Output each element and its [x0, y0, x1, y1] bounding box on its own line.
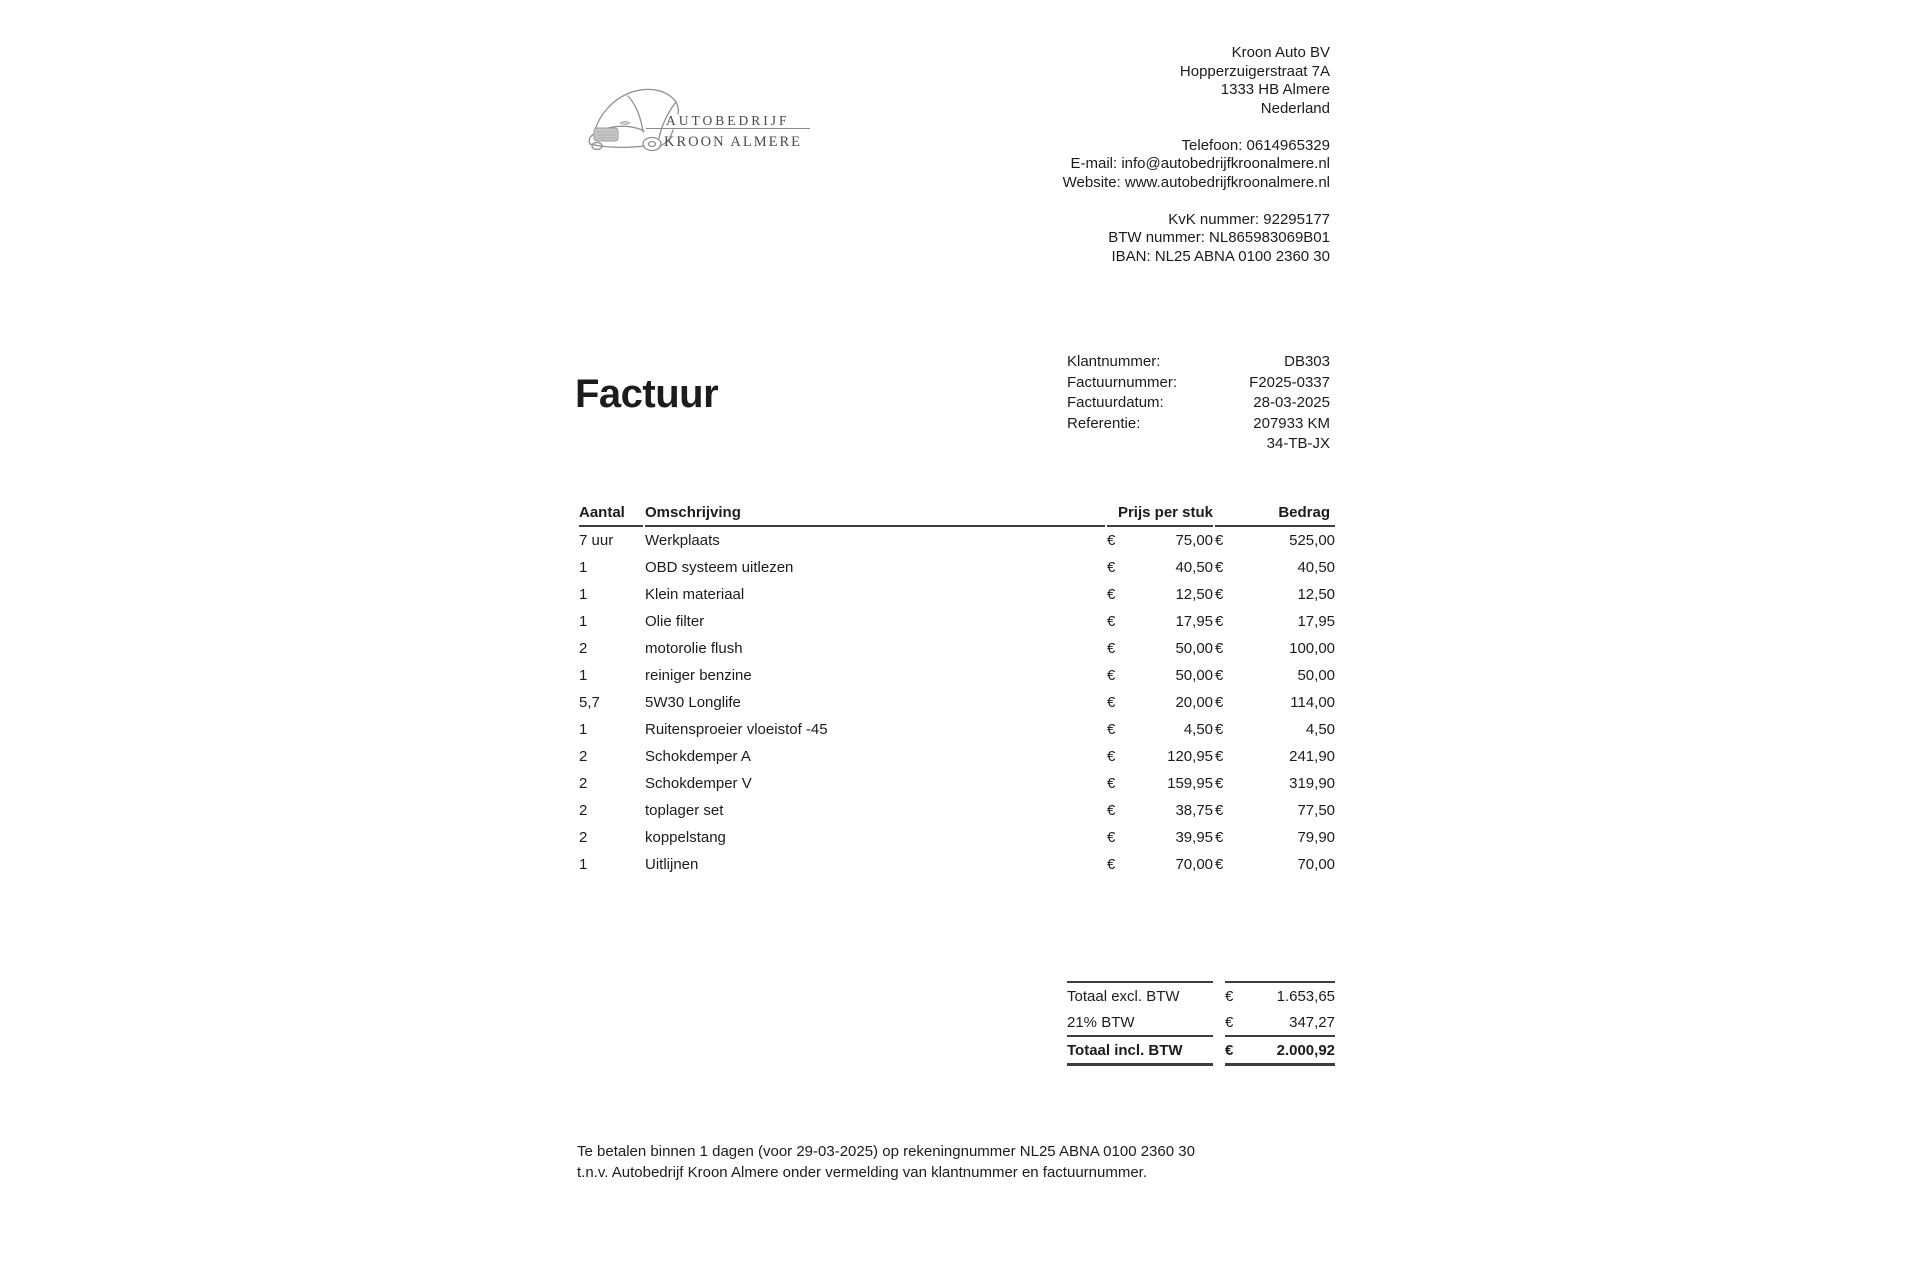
totals-block: [1067, 981, 1335, 1066]
total-label: Totaal incl. BTW: [1067, 1035, 1213, 1066]
company-country: Nederland: [1260, 99, 1330, 117]
payment-note-line1: Te betalen binnen 1 dagen (voor 29-03-2025) op rekeningnummer NL25 ABNA 0100 2360 30: [577, 1143, 1195, 1160]
item-description: Ruitensproeier vloeistof -45: [645, 721, 828, 738]
item-unit-price: 4,50: [1183, 721, 1214, 738]
total-value: 2.000,92: [1276, 1042, 1335, 1059]
item-amount: 114,00: [1290, 694, 1336, 711]
spacer: [1063, 118, 1330, 137]
currency-symbol: €: [1215, 532, 1224, 549]
item-description: reiniger benzine: [645, 667, 752, 684]
item-unit-price: 50,00: [1175, 640, 1214, 657]
item-qty: 5,7: [579, 694, 600, 711]
company-street: Hopperzuigerstraat 7A: [1179, 62, 1330, 80]
meta-row-kenteken: [1067, 434, 1330, 455]
item-row: [579, 554, 1335, 581]
currency-symbol: €: [1215, 586, 1224, 603]
item-amount: 100,00: [1289, 640, 1336, 657]
company-info-block: [1063, 44, 1330, 266]
col-header-description: Omschrijving: [645, 503, 1105, 527]
total-excl-btw-row: [1067, 981, 1335, 1009]
currency-symbol: €: [1107, 802, 1116, 819]
currency-symbol: €: [1215, 694, 1224, 711]
item-description: motorolie flush: [645, 640, 743, 657]
spacer: [1063, 192, 1330, 211]
item-row: [579, 662, 1335, 689]
total-label: Totaal excl. BTW: [1067, 981, 1213, 1009]
item-unit-price: 39,95: [1175, 829, 1214, 846]
item-description: Uitlijnen: [645, 856, 699, 873]
currency-symbol: €: [1215, 667, 1224, 684]
item-amount: 12,50: [1297, 586, 1336, 603]
company-name: Kroon Auto BV: [1231, 44, 1330, 61]
item-description: Schokdemper V: [645, 775, 752, 792]
items-table: [577, 503, 1337, 878]
currency-symbol: €: [1107, 694, 1116, 711]
currency-symbol: €: [1107, 775, 1116, 792]
currency-symbol: €: [1107, 748, 1116, 765]
company-kvk: KvK nummer: 92295177: [1168, 210, 1330, 228]
item-row: [579, 851, 1335, 878]
company-btw: BTW nummer: NL865983069B01: [1108, 229, 1330, 246]
item-amount: 241,90: [1289, 748, 1336, 765]
company-phone: Telefoon: 0614965329: [1181, 136, 1330, 154]
items-header-row: [579, 503, 1335, 527]
currency-symbol: €: [1215, 721, 1224, 738]
item-amount: 4,50: [1305, 721, 1336, 738]
item-row: [579, 743, 1335, 770]
item-row: [579, 716, 1335, 743]
item-qty: 1: [579, 586, 588, 603]
item-qty: 1: [579, 856, 588, 873]
item-description: Schokdemper A: [645, 748, 751, 765]
item-row: [579, 689, 1335, 716]
item-row: [579, 608, 1335, 635]
col-header-amount: Bedrag: [1215, 503, 1335, 527]
currency-symbol: €: [1107, 829, 1116, 846]
item-qty: 2: [579, 640, 588, 657]
meta-value: 207933 KM: [1253, 414, 1330, 432]
meta-row-klantnummer: [1067, 352, 1330, 373]
currency-symbol: €: [1225, 1042, 1234, 1059]
item-row: [579, 581, 1335, 608]
currency-symbol: €: [1215, 559, 1224, 576]
meta-row-factuurnummer: [1067, 373, 1330, 394]
company-website: Website: www.autobedrijfkroonalmere.nl: [1062, 173, 1330, 191]
item-unit-price: 70,00: [1175, 856, 1214, 873]
item-qty: 2: [579, 802, 588, 819]
col-header-qty: Aantal: [579, 503, 643, 527]
item-row: [579, 527, 1335, 554]
item-unit-price: 20,00: [1175, 694, 1214, 711]
currency-symbol: €: [1107, 559, 1116, 576]
currency-symbol: €: [1215, 613, 1224, 630]
meta-row-factuurdatum: [1067, 393, 1330, 414]
company-logo: [586, 78, 826, 156]
item-amount: 319,90: [1289, 775, 1336, 792]
item-qty: 2: [579, 775, 588, 792]
currency-symbol: €: [1215, 856, 1224, 873]
company-email: E-mail: info@autobedrijfkroonalmere.nl: [1070, 155, 1330, 172]
item-qty: 1: [579, 667, 588, 684]
company-iban: IBAN: NL25 ABNA 0100 2360 30: [1111, 247, 1330, 265]
currency-symbol: €: [1107, 532, 1116, 549]
meta-value: DB303: [1284, 353, 1330, 370]
meta-value: F2025-0337: [1249, 373, 1330, 391]
currency-symbol: €: [1107, 613, 1116, 630]
item-unit-price: 75,00: [1175, 532, 1214, 549]
currency-symbol: €: [1107, 721, 1116, 738]
item-unit-price: 159,95: [1167, 775, 1214, 792]
item-amount: 17,95: [1297, 613, 1336, 630]
item-description: toplager set: [645, 802, 724, 819]
currency-symbol: €: [1107, 856, 1116, 873]
item-unit-price: 17,95: [1175, 613, 1214, 630]
logo-text-line2: KROON ALMERE: [664, 134, 802, 150]
company-postal-city: 1333 HB Almere: [1220, 81, 1330, 98]
currency-symbol: €: [1215, 775, 1224, 792]
item-qty: 1: [579, 613, 588, 630]
col-header-unit-price: Prijs per stuk: [1107, 503, 1213, 527]
item-row: [579, 824, 1335, 851]
item-description: Werkplaats: [645, 532, 720, 549]
item-unit-price: 120,95: [1167, 748, 1214, 765]
currency-symbol: €: [1215, 802, 1224, 819]
item-amount: 40,50: [1297, 559, 1336, 576]
item-row: [579, 797, 1335, 824]
item-amount: 50,00: [1297, 667, 1336, 684]
item-unit-price: 50,00: [1175, 667, 1214, 684]
item-qty: 1: [579, 721, 588, 738]
currency-symbol: €: [1107, 586, 1116, 603]
currency-symbol: €: [1107, 640, 1116, 657]
item-description: Klein materiaal: [645, 586, 745, 603]
item-description: koppelstang: [645, 829, 726, 846]
page-title: Factuur: [575, 372, 719, 416]
payment-note-line2: t.n.v. Autobedrijf Kroon Almere onder vermelding van klantnummer en factuurnummer.: [577, 1164, 1148, 1181]
meta-label: Klantnummer:: [1067, 353, 1161, 370]
currency-symbol: €: [1225, 988, 1234, 1005]
item-description: 5W30 Longlife: [645, 694, 741, 711]
company-logo-graphic: [586, 78, 826, 156]
total-value: 347,27: [1289, 1014, 1335, 1031]
item-unit-price: 40,50: [1175, 559, 1214, 576]
item-qty: 2: [579, 748, 588, 765]
item-description: OBD systeem uitlezen: [645, 559, 794, 576]
item-description: Olie filter: [645, 613, 705, 630]
btw-row: [1067, 1009, 1335, 1035]
currency-symbol: €: [1107, 667, 1116, 684]
currency-symbol: €: [1225, 1014, 1234, 1031]
item-qty: 2: [579, 829, 588, 846]
meta-label: Factuurdatum:: [1067, 394, 1164, 411]
currency-symbol: €: [1215, 748, 1224, 765]
item-qty: 7 uur: [579, 532, 614, 549]
item-qty: 1: [579, 559, 588, 576]
meta-row-referentie: [1067, 414, 1330, 435]
car-grille: [594, 122, 630, 142]
currency-symbol: €: [1215, 640, 1224, 657]
meta-label: Factuurnummer:: [1067, 373, 1178, 391]
meta-value: 34-TB-JX: [1266, 435, 1330, 452]
item-amount: 79,90: [1297, 829, 1336, 846]
item-row: [579, 635, 1335, 662]
meta-value: 28-03-2025: [1253, 394, 1330, 411]
total-incl-btw-row: [1067, 1035, 1335, 1066]
logo-text-line1: AUTOBEDRIJF: [666, 113, 790, 128]
item-amount: 77,50: [1297, 802, 1336, 819]
currency-symbol: €: [1215, 829, 1224, 846]
item-amount: 70,00: [1297, 856, 1336, 873]
payment-note: [577, 1141, 1277, 1183]
meta-label: Referentie:: [1067, 414, 1141, 432]
invoice-meta-block: [1067, 352, 1330, 455]
total-label: 21% BTW: [1067, 1014, 1135, 1031]
item-amount: 525,00: [1289, 532, 1336, 549]
item-unit-price: 12,50: [1175, 586, 1214, 603]
total-value: 1.653,65: [1276, 988, 1335, 1005]
item-unit-price: 38,75: [1175, 802, 1214, 819]
item-row: [579, 770, 1335, 797]
